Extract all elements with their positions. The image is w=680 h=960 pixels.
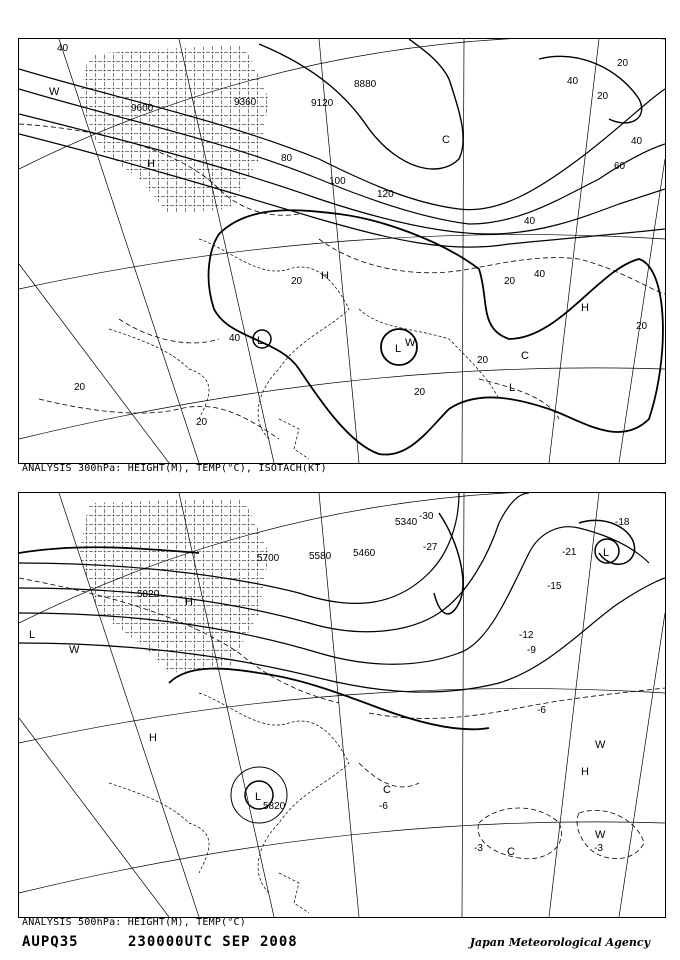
panel-500hpa-caption: ANALYSIS 500hPa: HEIGHT(M), TEMP(°C) <box>22 917 246 928</box>
contour-label: -27 <box>423 542 438 553</box>
contour-label: 20 <box>504 276 516 287</box>
contour-label: -9 <box>527 645 536 656</box>
low-marker: L <box>257 335 264 347</box>
map-300hpa <box>19 39 665 463</box>
contour-label: 5700 <box>257 553 280 564</box>
analysis-300hpa-panel <box>18 38 666 464</box>
low-marker: L <box>255 791 262 803</box>
low-marker: L <box>395 343 402 355</box>
low-marker: L <box>29 629 36 641</box>
warm-marker: W <box>595 739 606 751</box>
chart-id: AUPQ35 <box>22 934 79 950</box>
cold-marker: C <box>442 134 450 146</box>
contour-label: 60 <box>614 161 626 172</box>
low-marker: L <box>603 547 610 559</box>
contour-label: 5340 <box>395 517 418 528</box>
contour-label: 40 <box>534 269 546 280</box>
cold-marker: C <box>521 350 529 362</box>
contour-label: 80 <box>281 153 293 164</box>
high-marker: H <box>147 158 155 170</box>
contour-label: -6 <box>537 705 546 716</box>
contour-label: 40 <box>229 333 241 344</box>
contour-label: 20 <box>597 91 609 102</box>
terrain-hatch <box>79 44 269 214</box>
contour-label: 40 <box>524 216 536 227</box>
high-marker: H <box>185 596 193 608</box>
warm-marker: W <box>405 337 416 349</box>
coastlines <box>109 693 349 913</box>
contour-label: 20 <box>291 276 303 287</box>
contour-label: 9360 <box>234 97 257 108</box>
cold-marker: C <box>383 784 391 796</box>
warm-marker: W <box>49 86 60 98</box>
isotach-lines <box>209 210 663 454</box>
contour-label: -18 <box>615 517 630 528</box>
contour-label: -21 <box>562 547 577 558</box>
contour-label: 5820 <box>137 589 160 600</box>
contour-label: 20 <box>74 382 86 393</box>
low-marker: L <box>509 382 516 394</box>
contour-label: 20 <box>196 417 208 428</box>
contour-label: 5580 <box>309 551 332 562</box>
warm-marker: W <box>69 644 80 656</box>
map-500hpa <box>19 493 665 917</box>
contour-label: 120 <box>377 189 394 200</box>
contour-label: 20 <box>414 387 426 398</box>
contour-label: -6 <box>379 801 388 812</box>
high-marker: H <box>581 766 589 778</box>
contour-label: 9600 <box>131 103 154 114</box>
contour-label: -12 <box>519 630 534 641</box>
contour-label: 20 <box>636 321 648 332</box>
contour-label: 40 <box>631 136 643 147</box>
agency-credit: Japan Meteorological Agency <box>469 936 650 949</box>
contour-label: -3 <box>474 843 483 854</box>
high-marker: H <box>581 302 589 314</box>
contour-label: 5460 <box>353 548 376 559</box>
contour-label: 5820 <box>263 801 286 812</box>
contour-label: -30 <box>419 511 434 522</box>
contour-label: 40 <box>57 43 69 54</box>
cold-marker: C <box>507 846 515 858</box>
contour-label: 40 <box>567 76 579 87</box>
contour-label: 9120 <box>311 98 334 109</box>
contour-label: 8880 <box>354 79 377 90</box>
contour-label: 20 <box>477 355 489 366</box>
high-marker: H <box>149 732 157 744</box>
contour-label: 20 <box>617 58 629 69</box>
analysis-500hpa-panel <box>18 492 666 918</box>
contour-label: 100 <box>329 176 346 187</box>
contour-label: -3 <box>594 843 603 854</box>
valid-time: 230000UTC SEP 2008 <box>128 934 298 950</box>
panel-300hpa-caption: ANALYSIS 300hPa: HEIGHT(M), TEMP(°C), ISOTACH(KT) <box>22 463 327 474</box>
coastlines <box>109 239 499 459</box>
high-marker: H <box>321 270 329 282</box>
contour-label: -15 <box>547 581 562 592</box>
warm-marker: W <box>595 829 606 841</box>
terrain-hatch <box>79 498 269 673</box>
